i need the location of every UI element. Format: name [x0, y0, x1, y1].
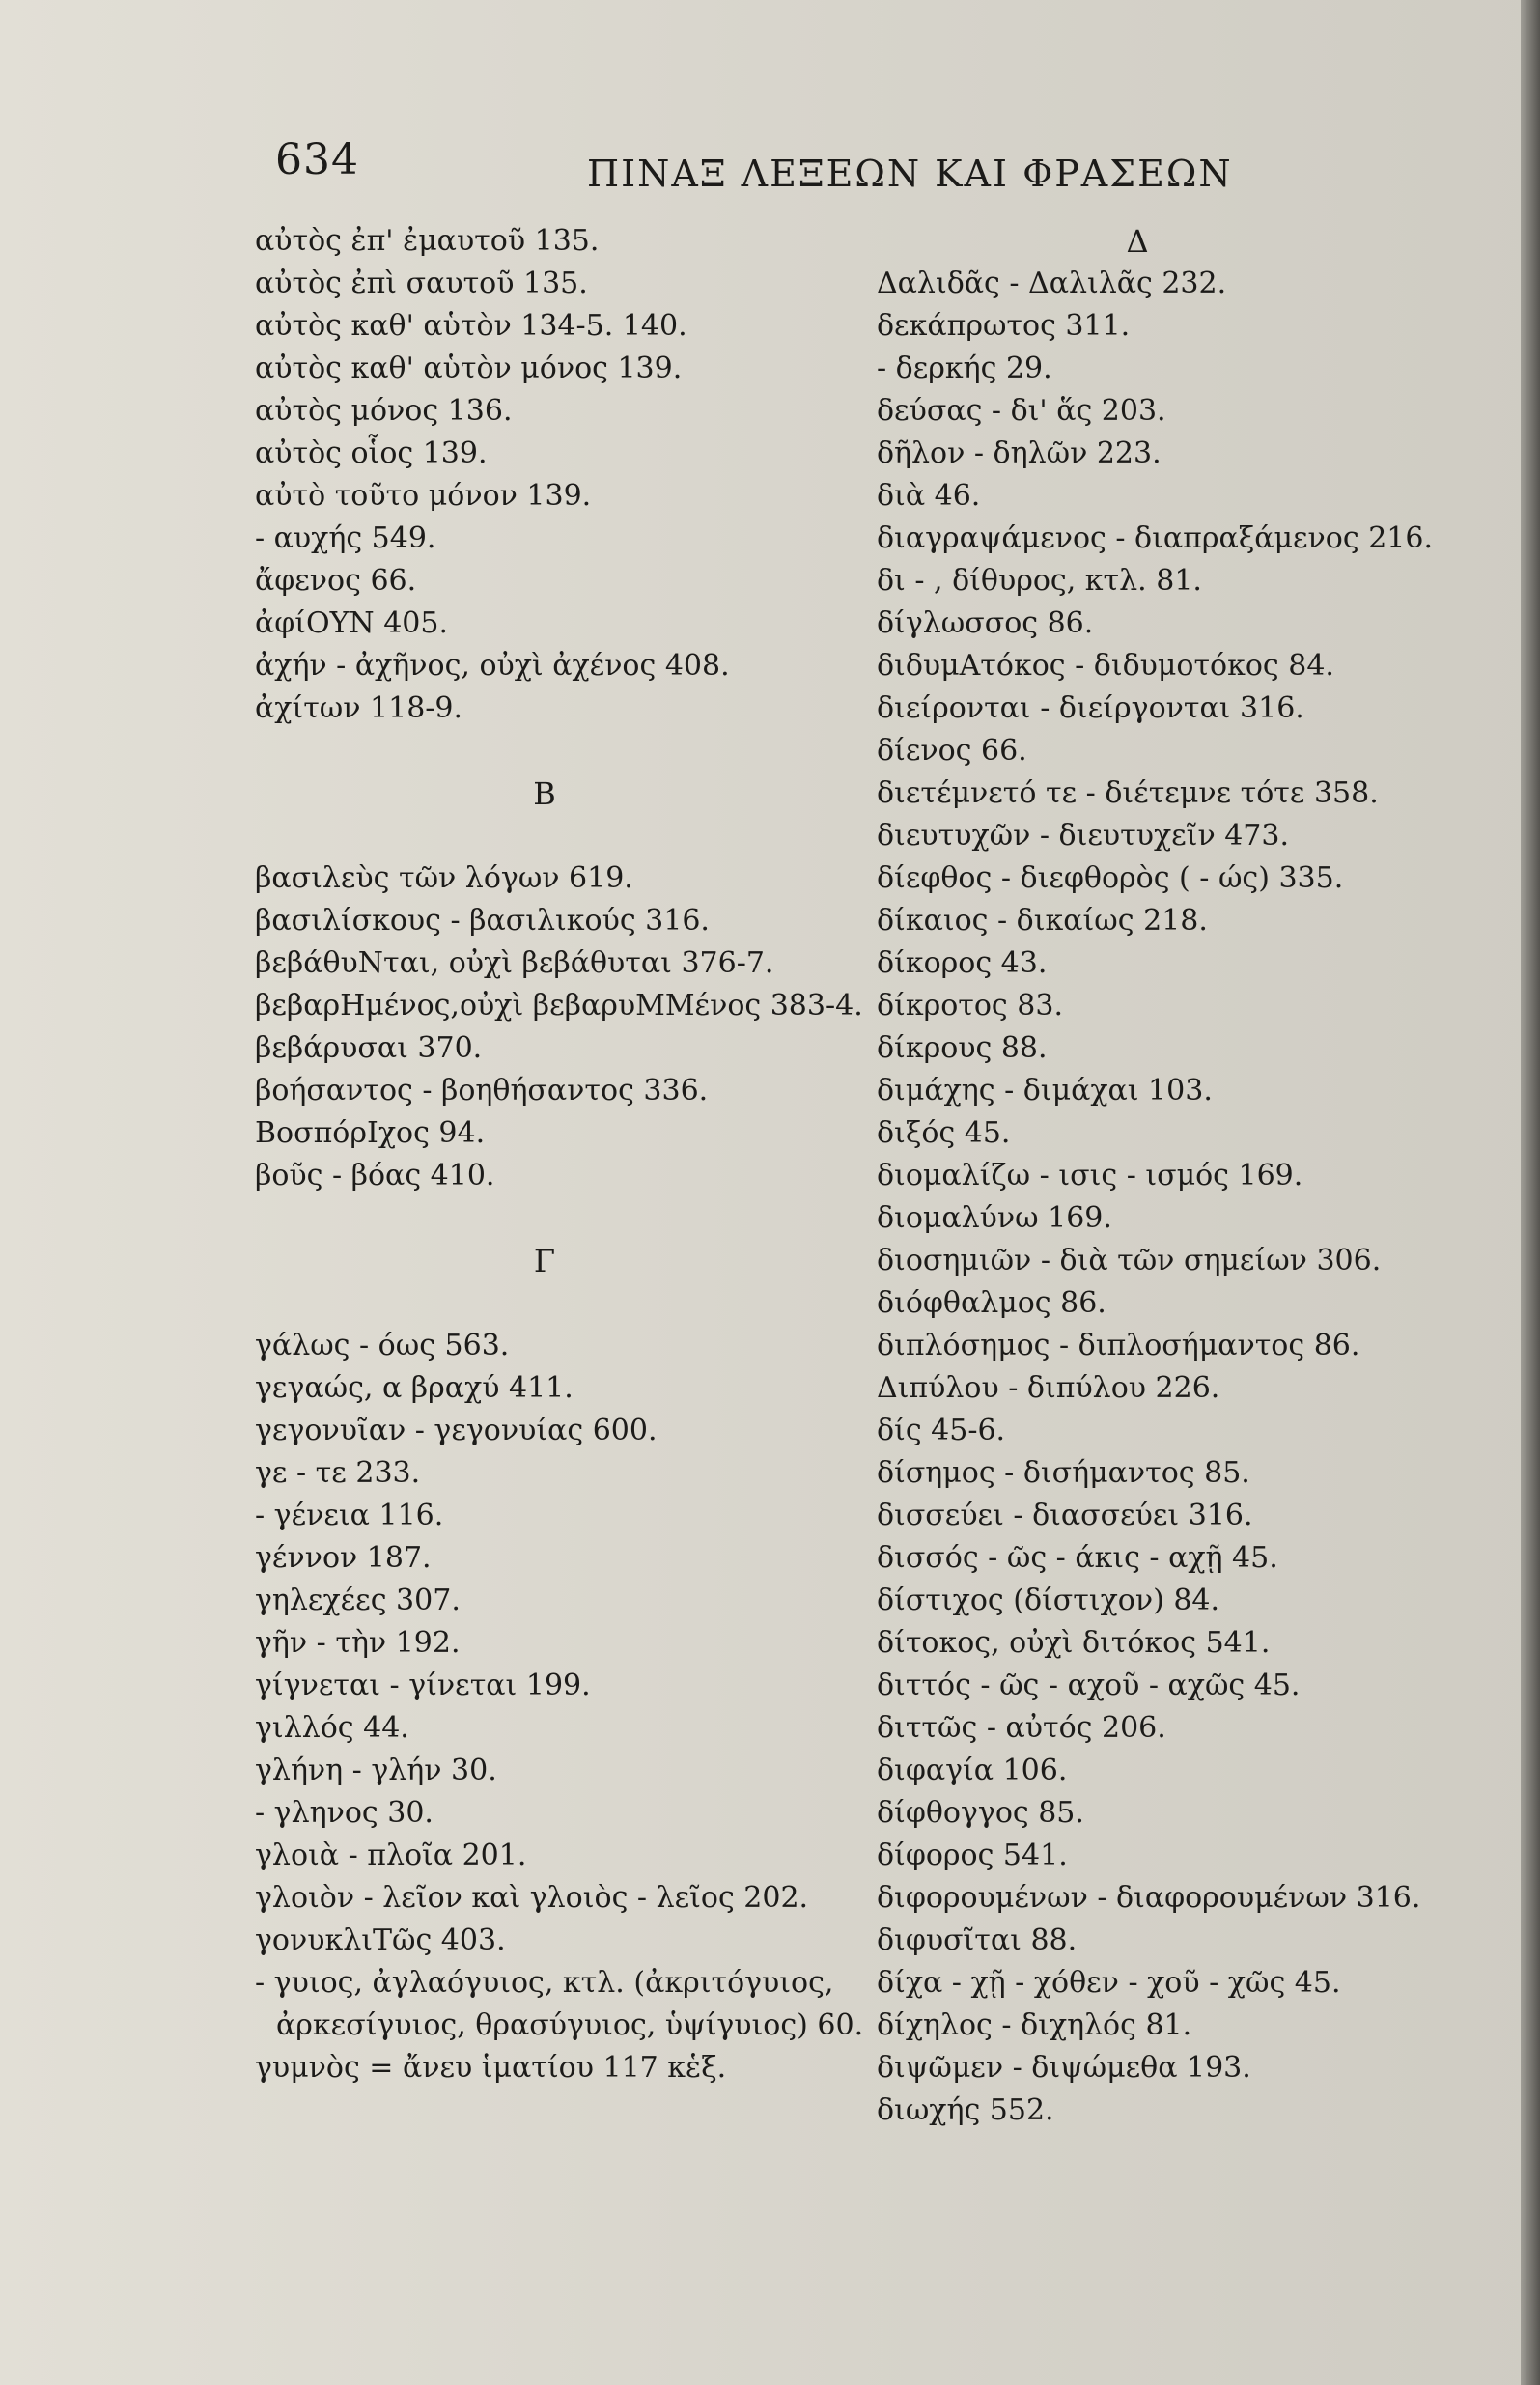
index-entry: διξός 45.	[877, 1116, 1011, 1150]
index-entry: γεγαώς, α βραχύ 411.	[255, 1371, 574, 1405]
index-entry: βασιλίσκους - βασιλικούς 316.	[255, 904, 710, 938]
index-entry: αὐτὸ τοῦτο μόνον 139.	[255, 479, 592, 513]
index-entry: διφυσῖται 88.	[877, 1923, 1078, 1957]
index-entry: βασιλεὺς τῶν λόγων 619.	[255, 861, 633, 895]
index-entry: ἀφίΟΥΝ 405.	[255, 606, 449, 640]
index-entry: διομαλύνω 169.	[877, 1201, 1112, 1235]
index-entry: δίκορος 43.	[877, 946, 1048, 980]
section-heading-delta: Δ	[1126, 223, 1149, 260]
index-entry: δεκάπρωτος 311.	[877, 309, 1131, 343]
left-column	[255, 220, 864, 2090]
index-entry: αὐτὸς ἐπὶ σαυτοῦ 135.	[255, 267, 588, 300]
index-entry: δίσημος - δισήμαντος 85.	[877, 1456, 1250, 1490]
index-entry: γλοιὸν - λεῖον καὶ γλοιὸς - λεῖος 202.	[255, 1881, 809, 1915]
index-entry: διψῶμεν - διψώμεθα 193.	[877, 2051, 1251, 2085]
index-entry: δίκροτος 83.	[877, 989, 1063, 1023]
index-entry: διοσημιῶν - διὰ τῶν σημείων 306.	[877, 1244, 1382, 1277]
index-entry: - γένεια 116.	[255, 1499, 444, 1532]
index-entry: αὐτὸς ἐπ' ἐμαυτοῦ 135.	[255, 224, 600, 258]
index-entry: δίγλωσσος 86.	[877, 606, 1094, 640]
index-entry: βεβάθυΝται, οὐχὶ βεβάθυται 376-7.	[255, 946, 774, 980]
spacer	[255, 730, 834, 772]
index-entry: διφαγία 106.	[877, 1754, 1068, 1787]
index-entry: δίστιχος (δίστιχον) 84.	[877, 1584, 1220, 1617]
index-entry: αὐτὸς καθ' αὑτὸν 134-5. 140.	[255, 309, 687, 343]
page-edge-shadow	[1521, 0, 1540, 2385]
index-entry: διμάχης - διμάχαι 103.	[877, 1074, 1213, 1108]
index-entry: βεβάρυσαι 370.	[255, 1031, 483, 1065]
index-entry: δίφορος 541.	[877, 1838, 1068, 1872]
page-number: 634	[275, 135, 359, 184]
index-entry: Διπύλου - διπύλου 226.	[877, 1371, 1220, 1405]
index-entry: γάλως - όως 563.	[255, 1329, 510, 1362]
section-heading-beta: Β	[533, 775, 556, 812]
index-entry: διφορουμένων - διαφορουμένων 316.	[877, 1881, 1421, 1915]
index-entry: βεβαρΗμένος,οὐχὶ βεβαρυΜΜένος 383-4.	[255, 989, 863, 1023]
index-entry: γηλεχέες 307.	[255, 1584, 461, 1617]
index-entry: δίφθογγος 85.	[877, 1796, 1084, 1830]
index-entry: δισσός - ῶς - άκις - αχῇ 45.	[877, 1541, 1278, 1575]
index-entry: διττῶς - αὐτός 206.	[877, 1711, 1166, 1745]
section-beta-entries	[255, 857, 863, 1197]
index-entry: - γυιος, ἀγλαόγυιος, κτλ. (ἀκριτόγυιος,	[255, 1966, 834, 2000]
index-entry: - αυχής 549.	[255, 521, 436, 555]
page-title: ΠΙΝΑΞ ΛΕΞΕΩΝ ΚΑΙ ΦΡΑΣΕΩΝ	[587, 153, 1233, 195]
index-entry: Δαλιδᾶς - Δαλιλᾶς 232.	[877, 267, 1227, 300]
index-entry: γίγνεται - γίνεται 199.	[255, 1669, 591, 1702]
index-entry: δίς 45-6.	[877, 1414, 1006, 1447]
index-entry: ΒοσπόρΙχος 94.	[255, 1116, 486, 1150]
index-entry: γονυκλιΤῶς 403.	[255, 1923, 506, 1957]
index-entry: γεγονυῖαν - γεγονυίας 600.	[255, 1414, 658, 1447]
index-entry: αὐτὸς καθ' αὑτὸν μόνος 139.	[255, 351, 683, 385]
index-entry: ἀχίτων 118-9.	[255, 691, 463, 725]
index-entry: ἀχήν - ἀχῆνος, οὐχὶ ἀχένος 408.	[255, 649, 730, 683]
index-entry: διείρονται - διείργονται 316.	[877, 691, 1304, 725]
index-entry: γλήνη - γλήν 30.	[255, 1754, 497, 1787]
index-entry: διπλόσημος - διπλοσήμαντος 86.	[877, 1329, 1360, 1362]
index-entry: δῆλον - δηλῶν 223.	[877, 436, 1162, 470]
spacer	[255, 815, 834, 857]
index-entry: - γληνος 30.	[255, 1796, 434, 1830]
index-entry: βοήσαντος - βοηθήσαντος 336.	[255, 1074, 709, 1108]
index-entry: δεύσας - δι' ἅς 203.	[877, 394, 1166, 428]
section-heading-gamma: Γ	[533, 1243, 556, 1279]
section-gamma-entries	[255, 1325, 834, 1962]
index-entry: δίεφθος - διεφθορὸς ( - ώς) 335.	[877, 861, 1344, 895]
index-entry: δισσεύει - διασσεύει 316.	[877, 1499, 1253, 1532]
index-entry: βοῦς - βόας 410.	[255, 1159, 495, 1192]
index-entry: διωχής 552.	[877, 2093, 1054, 2127]
index-entry: γέννον 187.	[255, 1541, 432, 1575]
index-entry: δίχα - χῇ - χόθεν - χοῦ - χῶς 45.	[877, 1966, 1341, 2000]
index-entry: - δερκής 29.	[877, 351, 1052, 385]
index-entry: γῆν - τὴν 192.	[255, 1626, 461, 1660]
index-entry: δίενος 66.	[877, 734, 1027, 768]
section-alpha-entries	[255, 220, 834, 730]
index-entry: γιλλός 44.	[255, 1711, 409, 1745]
index-entry: γε - τε 233.	[255, 1456, 421, 1490]
index-entry: αὐτὸς μόνος 136.	[255, 394, 513, 428]
index-entry: διόφθαλμος 86.	[877, 1286, 1106, 1320]
index-entry: διττός - ῶς - αχοῦ - αχῶς 45.	[877, 1669, 1301, 1702]
index-entry: γλοιὰ - πλοῖα 201.	[255, 1838, 527, 1872]
spacer	[255, 1197, 834, 1240]
index-entry: δίτοκος, οὐχὶ διτόκος 541.	[877, 1626, 1271, 1660]
index-entry: δι - , δίθυρος, κτλ. 81.	[877, 564, 1202, 598]
index-entry: διομαλίζω - ισις - ισμός 169.	[877, 1159, 1303, 1192]
index-entry: αὐτὸς οἷος 139.	[255, 436, 488, 470]
index-entry: διευτυχῶν - διευτυχεῖν 473.	[877, 819, 1290, 853]
index-entry: ἄφενος 66.	[255, 564, 417, 598]
index-entry: γυμνὸς = ἄνευ ἱματίου 117 κἑξ.	[255, 2051, 727, 2085]
index-entry: διετέμνετό τε - διέτεμνε τότε 358.	[877, 776, 1379, 810]
spacer	[255, 1282, 834, 1325]
index-entry: διαγραψάμενος - διαπραξάμενος 216.	[877, 521, 1433, 555]
index-entry: δίχηλος - διχηλός 81.	[877, 2008, 1192, 2042]
section-delta-entries	[877, 263, 1433, 2132]
index-entry-continuation: ἀρκεσίγυιος, θρασύγυιος, ὑψίγυιος) 60.	[276, 2008, 864, 2042]
index-entry: διδυμΑτόκος - διδυμοτόκος 84.	[877, 649, 1334, 683]
index-entry: διὰ 46.	[877, 479, 981, 513]
index-entry: δίκρους 88.	[877, 1031, 1048, 1065]
index-entry: δίκαιος - δικαίως 218.	[877, 904, 1208, 938]
right-column	[877, 220, 1433, 2132]
